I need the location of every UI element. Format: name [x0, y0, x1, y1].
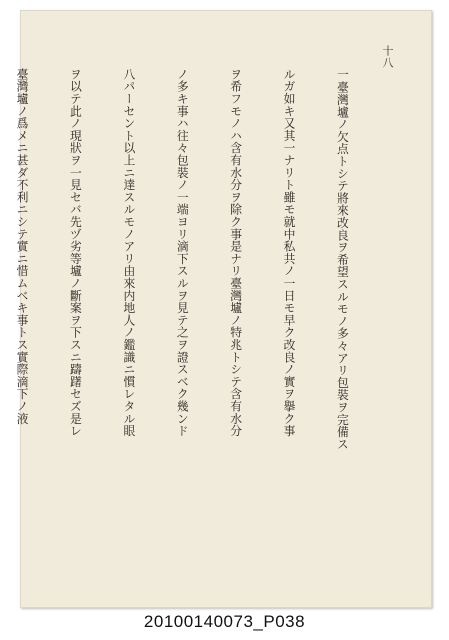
- paragraph-1-line: ヲ以テ此ノ現狀ヲ一見セバ先ヅ劣等壚ノ斷案ヲ下スニ躊躇セズ是レ: [68, 68, 83, 437]
- paragraph-1-line: 臺灣壚ノ爲メニ甚ダ不利ニシテ實ニ惜ムベキ事トス實際滴下ノ液: [15, 68, 30, 425]
- paragraph-1-line: ノ多キ事ハ往々包裝ノ一端ヨリ滴下スルヲ見テ之ヲ證スベク幾ンド: [175, 68, 190, 437]
- body-text: [15, 68, 386, 518]
- paragraph-1-line: 八パーセント以上ニ達スルモノアリ由來内地人ノ鑑識ニ慣レタル眼: [121, 68, 136, 437]
- document-page: [15, 10, 432, 608]
- paragraph-1-line: ルガ如キ又其一ナリト雖モ就中私共ノ一日モ早ク改良ノ實ヲ擧ク事: [282, 68, 297, 437]
- paragraph-1-line-1: [333, 68, 351, 518]
- paragraph-1-line: ヲ希フモノハ含有水分ヲ除ク事是ナリ臺灣壚ノ特兆トシテ含有水分: [228, 68, 243, 437]
- image-caption: 20100140073_P038: [143, 612, 306, 631]
- page-number: 十八: [381, 45, 394, 69]
- paragraph-marker: 一: [335, 68, 350, 81]
- paragraph-1-text: 臺灣壚ノ欠点トシテ將來改良ヲ希望スルモノ多々アリ包裝ヲ完備ス: [335, 81, 350, 451]
